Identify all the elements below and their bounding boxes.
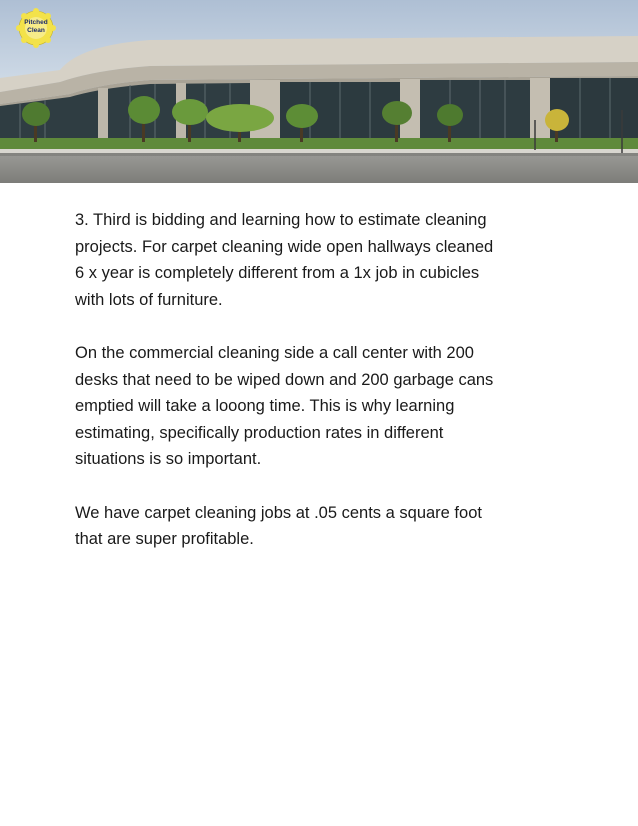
article-body bbox=[75, 207, 575, 553]
logo-line-1: Pitched bbox=[24, 19, 48, 26]
header-photo bbox=[0, 0, 638, 183]
logo-line-2: Clean bbox=[27, 27, 45, 34]
paragraph-estimating: 3. Third is bidding and learning how to estimate cleaning projects. For carpet cleaning wide open hallways cleaned 6 x year is completely different from a 1x job in cubicles with lots of furniture. bbox=[75, 211, 494, 309]
paragraph-pricing: We have carpet cleaning jobs at .05 cents a square foot that are super profitable. bbox=[75, 503, 482, 548]
office-building-icon bbox=[0, 0, 638, 183]
paragraph-commercial: On the commercial cleaning side a call center with 200 desks that need to be wiped down and 200 garbage cans emptied will take a looong time. This is why learning estimating, specifically production rates in different situations is so important. bbox=[75, 344, 494, 468]
company-logo bbox=[16, 8, 56, 48]
logo-text bbox=[16, 19, 56, 35]
